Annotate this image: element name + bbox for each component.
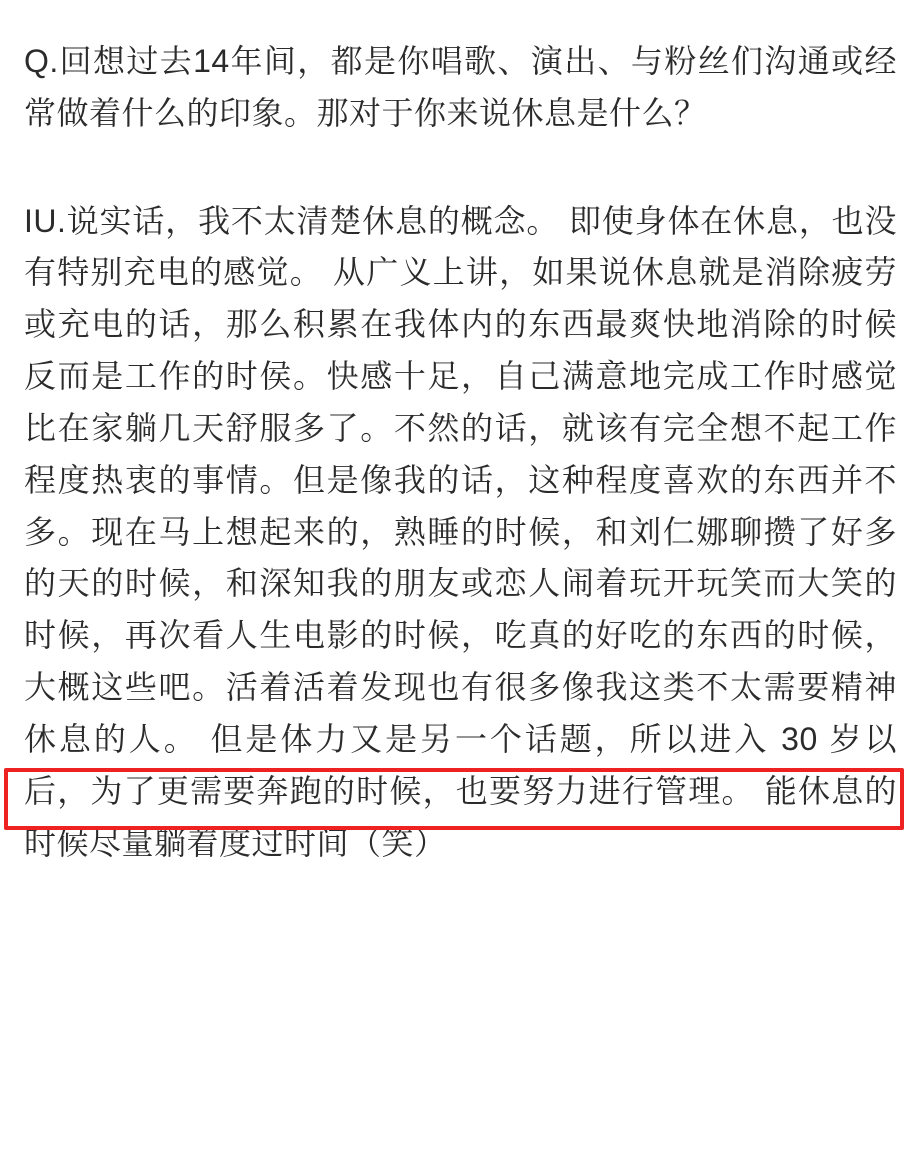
- question-text: 回想过去14年间，都是你唱歌、演出、与粉丝们沟通或经常做着什么的印象。那对于你来说休息是什么？: [24, 43, 897, 131]
- question-paragraph: [24, 36, 897, 140]
- answer-prefix: IU.: [24, 202, 67, 239]
- paragraph-spacer: [24, 140, 897, 196]
- question-prefix: Q.: [24, 43, 59, 79]
- answer-paragraph: [24, 196, 897, 870]
- answer-text: 说实话，我不太清楚休息的概念。 即使身体在休息，也没有特别充电的感觉。 从广义上讲，如果说休息就是消除疲劳或充电的话，那么积累在我体内的东西最爽快地消除的时候反而是工作的时侯。快感十足，自己满意地完成工作时感觉比在家躺几天舒服多了。不然的话，就该有完全想不起工作程度热衷的事情。但是像我的话，这种程度喜欢的东西并不多。现在马上想起来的，熟睡的时候，和刘仁娜聊攒了好多的天的时候，和深知我的朋友或恋人闹着玩开玩笑而大笑的时候，再次看人生电影的时候，吃真的好吃的东西的时候，大概这些吧。活着活着发现也有很多像我这类不太需要精神休息的人。 但是体力又是另一个话题，所以进入 30 岁以后，为了更需要奔跑的时候，也要努力进行管理。 能休息的时候尽量躺着度过时间（笑）: [24, 202, 897, 861]
